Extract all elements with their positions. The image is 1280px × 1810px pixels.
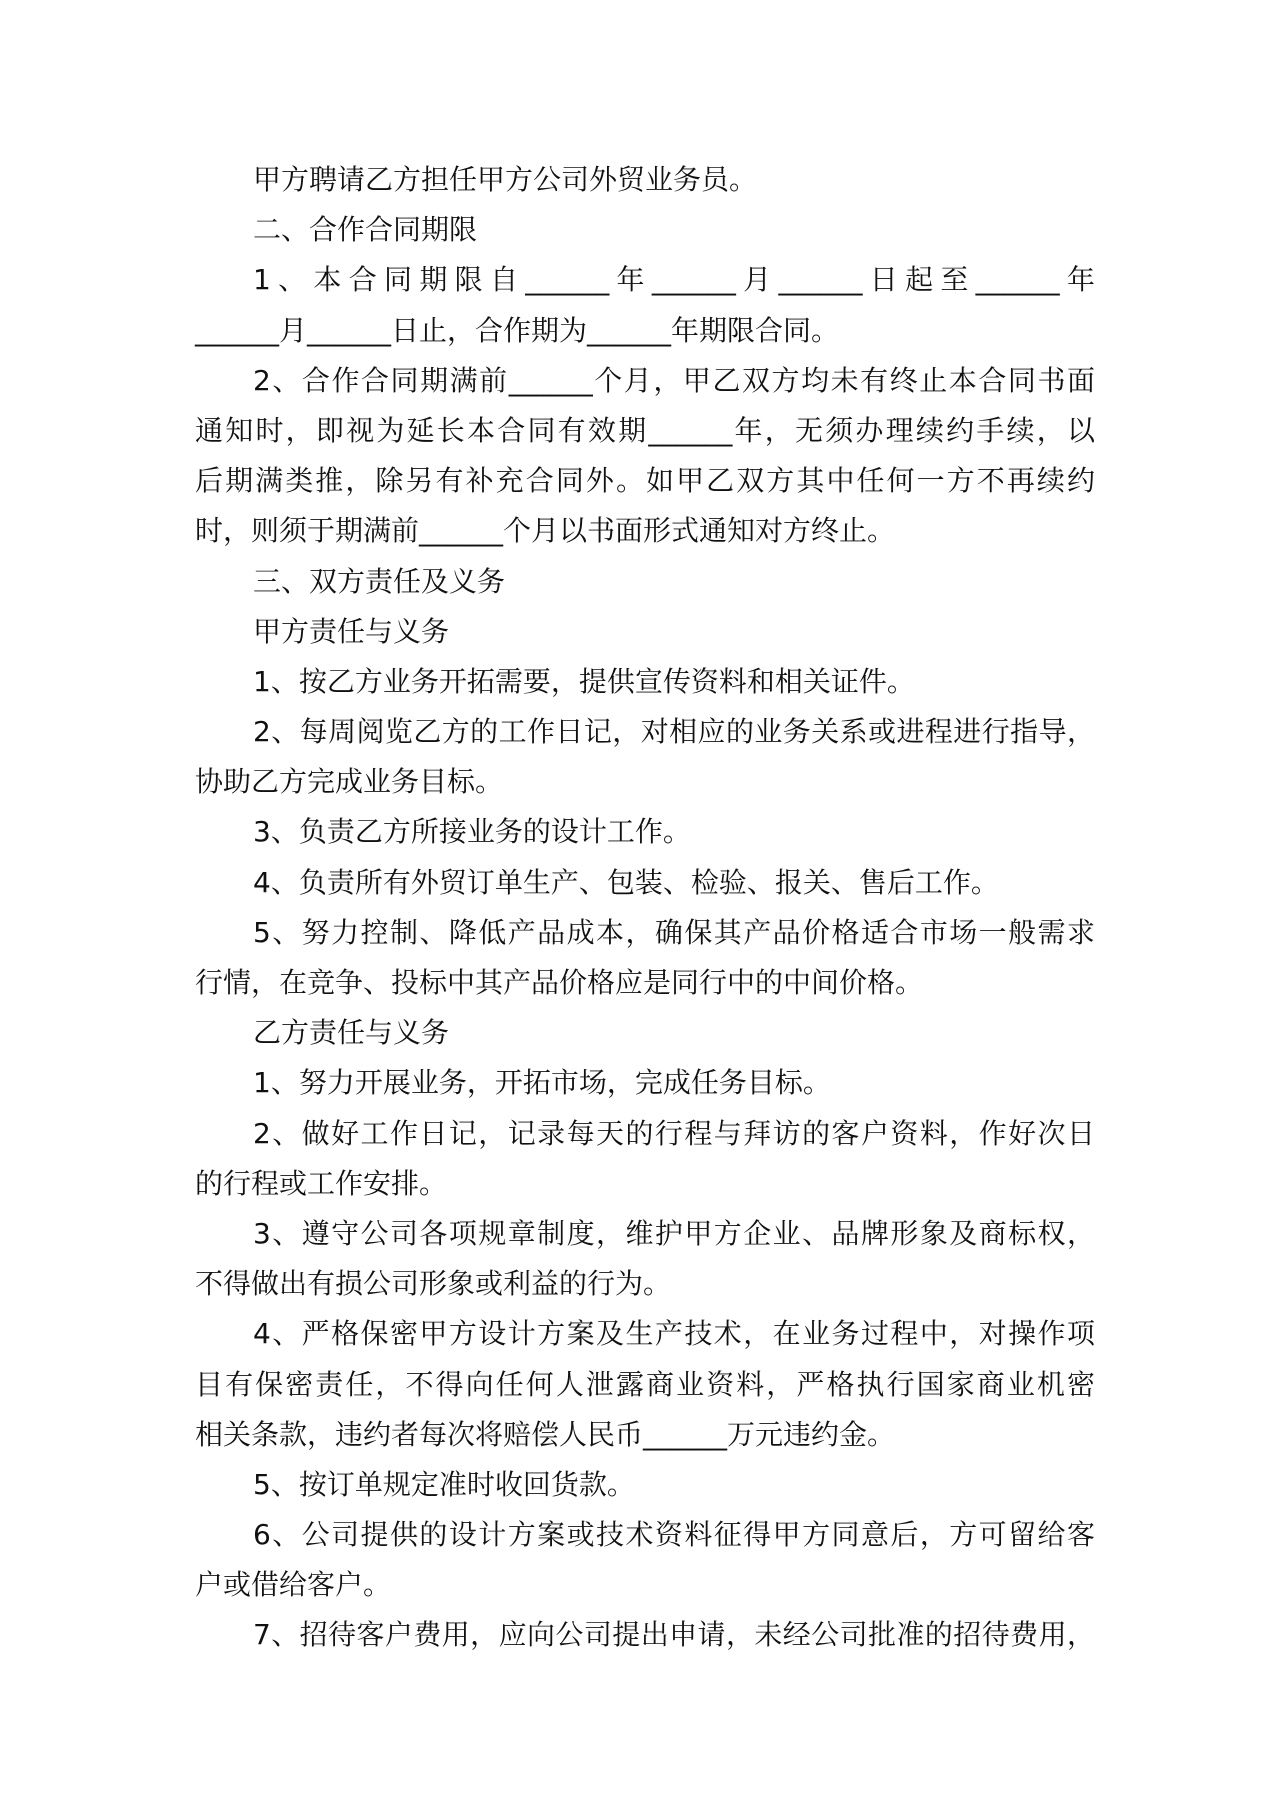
text-line: 不得做出有损公司形象或利益的行为。	[195, 1267, 672, 1301]
text-line: 行情，在竞争、投标中其产品价格应是同行中的中间价格。	[195, 966, 924, 999]
paragraph	[195, 1510, 1095, 1610]
text-line: 4、严格保密甲方设计方案及生产技术，在业务过程中，对操作项	[253, 1317, 1095, 1351]
text-line: 户或借给客户。	[195, 1568, 392, 1602]
document-body	[195, 155, 1095, 1661]
text-line: 4、负责所有外贸订单生产、包装、检验、报关、售后工作。	[253, 865, 999, 899]
text-line: 1、按乙方业务开拓需要，提供宣传资料和相关证件。	[253, 664, 915, 698]
paragraph	[195, 908, 1095, 1008]
text-line: 2、每周阅览乙方的工作日记，对相应的业务关系或进程进行指导，	[253, 715, 1095, 749]
text-line: 二、合作合同期限	[253, 213, 478, 247]
text-line: 相关条款，违约者每次将赔偿人民币______万元违约金。	[195, 1417, 896, 1451]
text-line: 1、努力开展业务，开拓市场，完成任务目标。	[253, 1066, 831, 1100]
text-line: 1、本合同期限自______年______月______日起至______年	[253, 263, 1095, 297]
paragraph	[195, 858, 1095, 908]
text-line: 5、按订单规定准时收回货款。	[253, 1467, 635, 1501]
paragraph	[195, 1309, 1095, 1460]
text-line: 5、努力控制、降低产品成本，确保其产品价格适合市场一般需求	[253, 915, 1095, 949]
text-line: 的行程或工作安排。	[195, 1166, 448, 1200]
paragraph	[195, 255, 1095, 355]
text-line: 乙方责任与义务	[253, 1016, 450, 1050]
paragraph	[195, 1058, 1095, 1108]
text-line: 3、遵守公司各项规章制度，维护甲方企业、品牌形象及商标权，	[253, 1216, 1095, 1250]
paragraph	[195, 155, 1095, 205]
paragraph	[195, 205, 1095, 255]
text-line: 通知时，即视为延长本合同有效期______年，无须办理续约手续，以	[195, 413, 1095, 447]
paragraph	[195, 557, 1095, 607]
paragraph	[195, 807, 1095, 857]
text-line: 3、负责乙方所接业务的设计工作。	[253, 815, 691, 849]
text-line: ______月______日止，合作期为______年期限合同。	[195, 313, 840, 347]
text-line: 后期满类推，除另有补充合同外。如甲乙双方其中任何一方不再续约	[195, 464, 1095, 498]
text-line: 7、招待客户费用，应向公司提出申请，未经公司批准的招待费用，	[253, 1618, 1095, 1652]
text-line: 甲方责任与义务	[253, 614, 450, 648]
text-line: 2、合作合同期满前______个月，甲乙双方均未有终止本合同书面	[253, 363, 1095, 397]
text-line: 协助乙方完成业务目标。	[195, 765, 504, 799]
text-line: 2、做好工作日记，记录每天的行程与拜访的客户资料，作好次日	[253, 1116, 1095, 1150]
text-line: 三、双方责任及义务	[253, 564, 506, 598]
paragraph	[195, 356, 1095, 557]
paragraph	[195, 1460, 1095, 1510]
text-line: 6、公司提供的设计方案或技术资料征得甲方同意后，方可留给客	[253, 1518, 1095, 1552]
paragraph	[195, 607, 1095, 657]
text-line: 目有保密责任，不得向任何人泄露商业资料，严格执行国家商业机密	[195, 1367, 1095, 1401]
text-line: 甲方聘请乙方担任甲方公司外贸业务员。	[253, 163, 758, 196]
paragraph	[195, 1109, 1095, 1209]
paragraph	[195, 657, 1095, 707]
paragraph	[195, 1209, 1095, 1309]
paragraph	[195, 707, 1095, 807]
paragraph	[195, 1610, 1095, 1660]
paragraph	[195, 1008, 1095, 1058]
text-line: 时，则须于期满前______个月以书面形式通知对方终止。	[195, 514, 896, 548]
